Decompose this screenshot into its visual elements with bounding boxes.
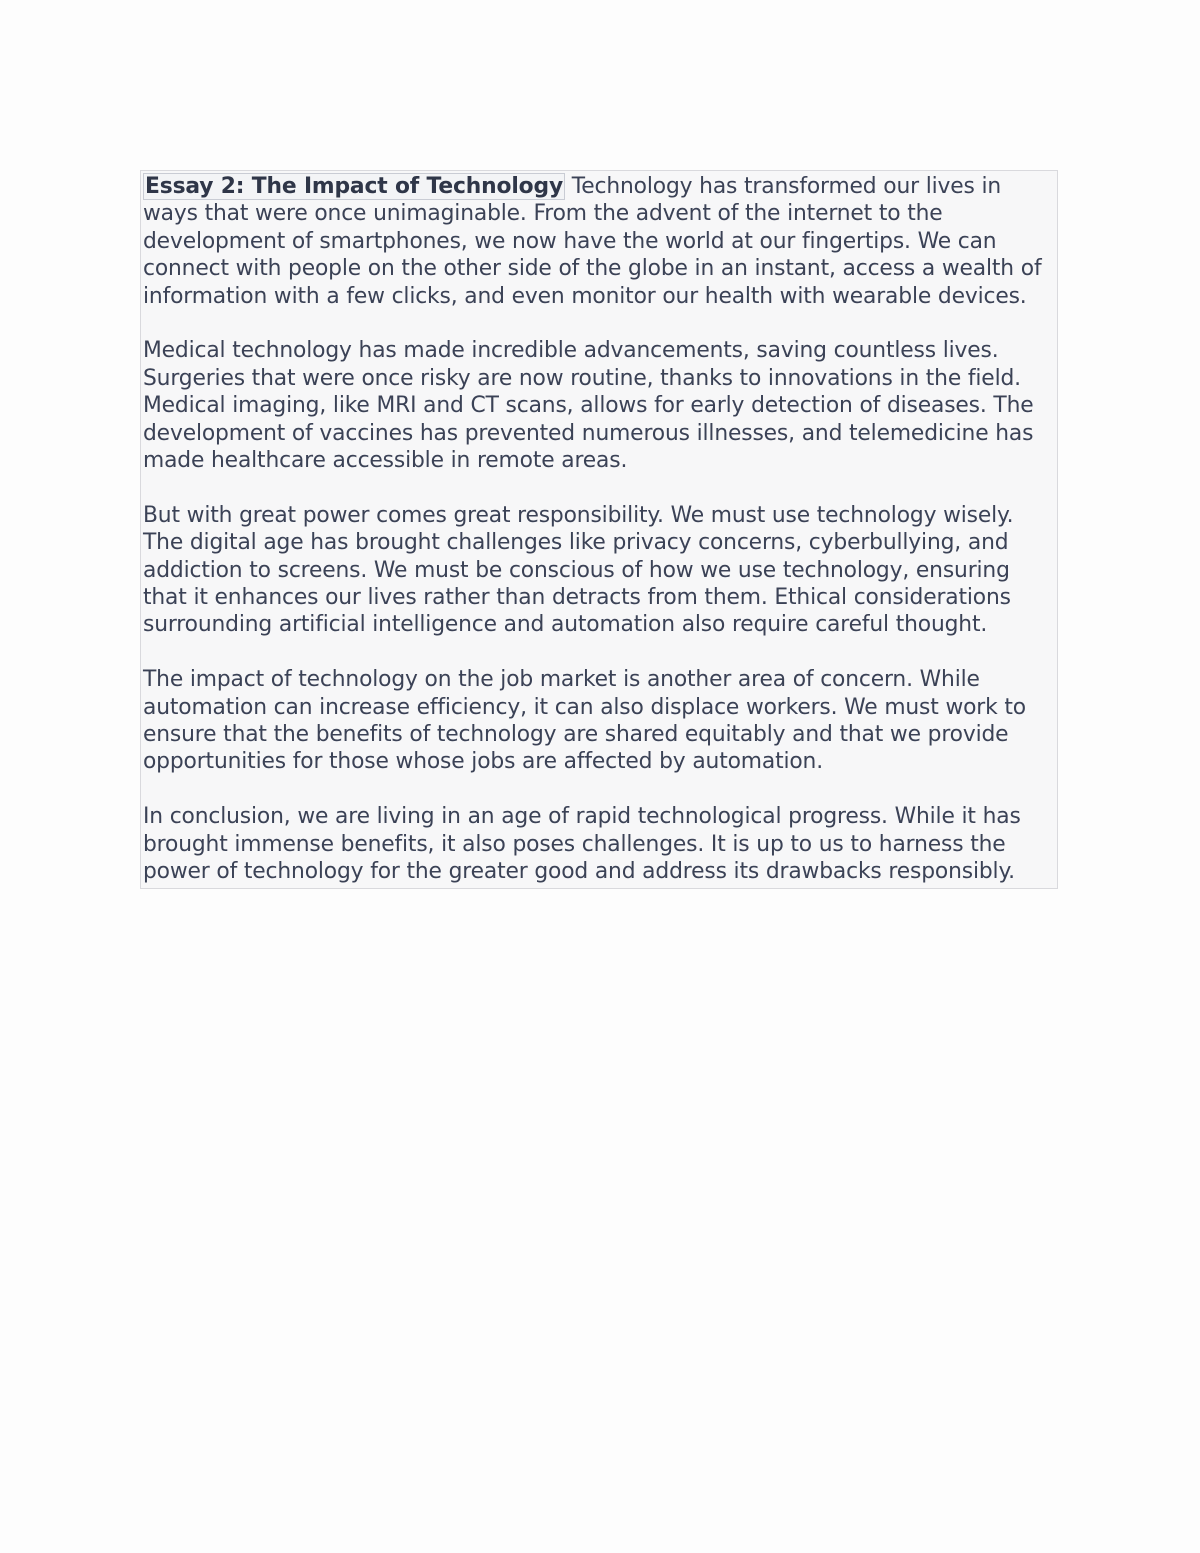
essay-text-block [140,170,1058,889]
essay-paragraph-3: But with great power comes great responsibility. We must use technology wisely. The digital age has brought challenges like privacy concerns, cyberbullying, and addiction to screens. We must be conscious of how we use technology, ensuring that it enhances our lives rather than detracts from them. Ethical considerations surrounding artificial intelligence and automation also require careful thought. [143,502,1014,638]
essay-title: Essay 2: The Impact of Technology [145,174,564,199]
essay-paragraph-5: In conclusion, we are living in an age of rapid technological progress. While it has brought immense benefits, it also poses challenges. It is up to us to harness the power of technology for the greater good and address its drawbacks responsibly. [143,804,1021,885]
essay-paragraph-1 [143,173,1055,310]
essay-paragraph-2: Medical technology has made incredible advancements, saving countless lives. Surgeries that were once risky are now routine, thanks to innovations in the field. Medical imaging, like MRI and CT scans, allows for early detection of diseases. The development of vaccines has prevented numerous illnesses, and telemedicine has made healthcare accessible in remote areas. [143,338,1034,474]
paragraph-text: Technology has transformed our lives in ways that were once unimaginable. From the advent of the internet to the development of smartphones, we now have the world at our fingertips. We can connect with people on the other side of the globe in an instant, access a wealth of information with a few clicks, and even monitor our health with wearable devices. [143,174,1042,309]
essay-paragraph-4: The impact of technology on the job market is another area of concern. While automation can increase efficiency, it can also displace workers. We must work to ensure that the benefits of technology are shared equitably and that we provide opportunities for those whose jobs are affected by automation. [143,667,1026,775]
